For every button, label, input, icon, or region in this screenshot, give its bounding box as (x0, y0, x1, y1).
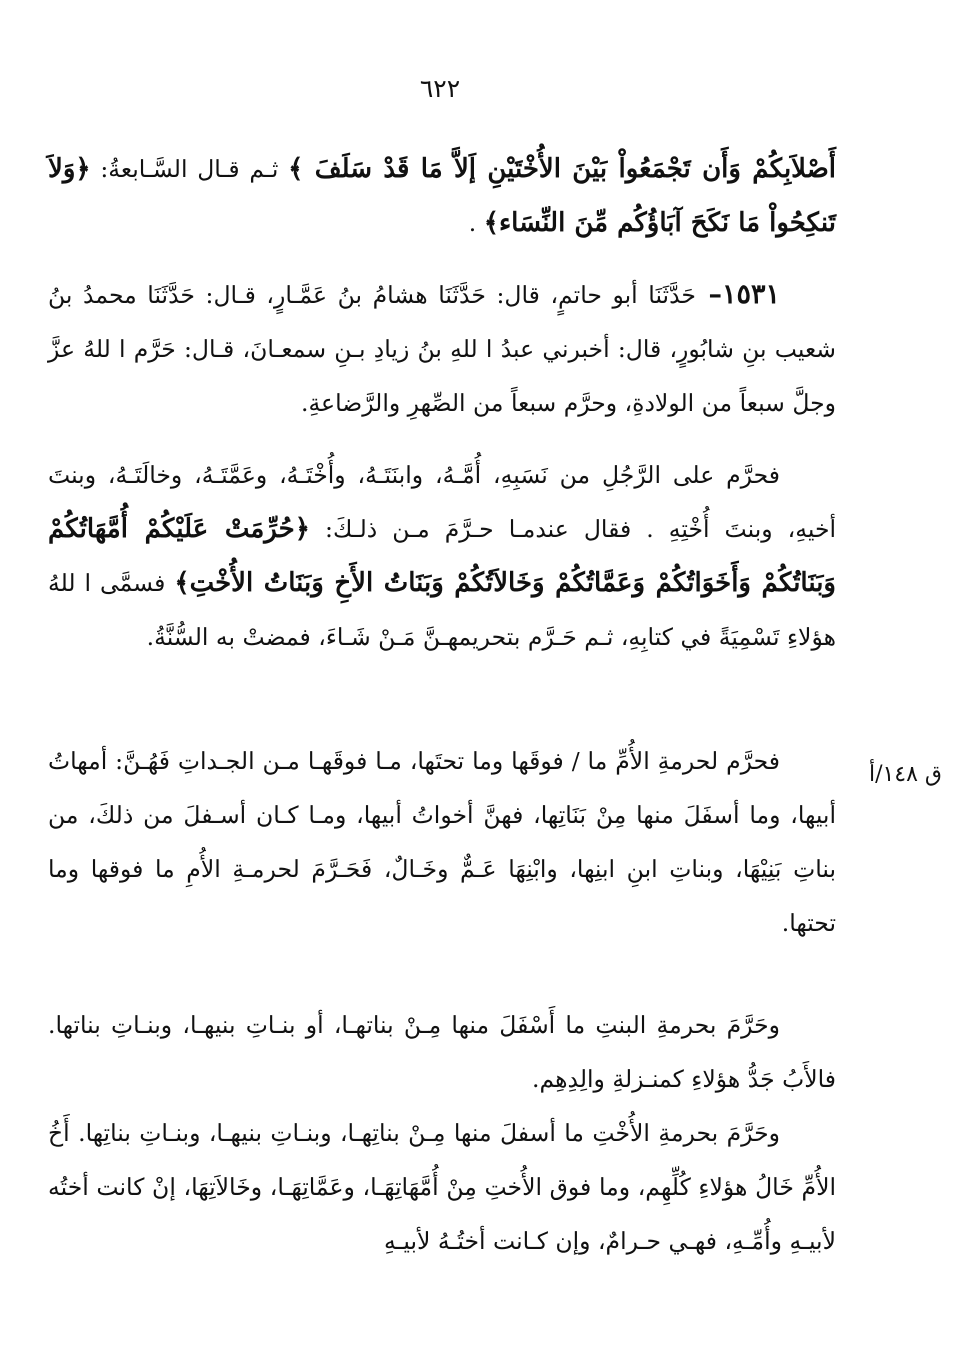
quran-verse: أَصْلاَبِكُمْ وَأَن تَجْمَعُواْ بَيْنَ الأُخْتَيْنِ إَلاَّ مَا قَدْ سَلَفَ ﴾ (288, 154, 836, 184)
hadith-number: ١٥٣١– (695, 279, 781, 310)
text-segment: فسمَّى ا للهُ هؤلاءِ تَسْمِيَةً في كتابِهِ، ثـم حَـرَّم بتحريمهـنَّ مَـنْ شَـاءَ، فمضتْ به السُّنَّةُ. (48, 569, 836, 651)
paragraph-sister (48, 1106, 836, 1268)
text-segment: ثـم قـال السَّـابعةُ: (90, 155, 289, 183)
paragraph-quran-verses (48, 142, 836, 250)
text-segment: فحرَّم على الرَّجُلِ من نَسَبِهِ، أُمَّـهُ، وابنَتَـهُ، وأُخْتَـهُ، وعَمَّتَـهُ، وخالَتَـهُ، وبنتَ أخيهِ، وبنتَ أُخْتِهِ . فقال عندمـا حـرَّمَ مـن ذلـكَ: (48, 461, 837, 543)
paragraph-hadith-1531 (48, 268, 836, 430)
text-segment: . (468, 209, 484, 237)
paragraph-daughter (48, 998, 836, 1106)
quran-verse: ﴿وَلاَ تَنكِحُواْ مَا نَكَحَ آبَاؤُكُم مِّنَ النِّسَاء﴾ (48, 154, 836, 238)
paragraph-mother (48, 734, 836, 950)
paragraph-nasab (48, 448, 836, 664)
text-segment: وحَرَّمَ بحرمةِ الأُخْتِ ما أسفلَ منها مِـنْ بناتِهـا، وبنـاتِ بنيهـا، وبنـاتِ بناتِها. أَخُ الأُمِّ خَالُ هؤلاءِ كُلِّهِم، وما فوق الأُختِ مِنْ أُمَّهَاتِهَـا، وعَمَّاتِهَـا، وخَالاَتِهَا، إنْ كانت أختُه لأبيـهِ وأُمِّـهِ، فهـي حـرامٌ، وإن كـانت أختُـهُ لأبيـهِ (48, 1119, 836, 1255)
manuscript-folio-note: ق ١٤٨/أ (868, 762, 942, 787)
page-number: ٦٢٢ (419, 74, 461, 103)
text-segment: وحَرَّمَ بحرمةِ البنتِ ما أَسْفَلَ منها مِـنْ بناتهـا، أو بنـاتِ بنيهـا، وبنـاتِ بناتها. فالأَبُ جَدُّ هؤلاءِ كمنـزلةِ والِدِهِم. (48, 1011, 836, 1093)
quran-verse: ﴿حُرِّمَتْ عَلَيْكُمْ أُمَّهَاتُكُمْ وَبَنَاتُكُمْ وَأَخَوَاتُكُمْ وَعَمَّاتُكُمْ وَخَالاَتُكُمْ وَبَنَاتُ الأَخِ وَبَنَاتُ الأُخْتِ﴾ (48, 514, 836, 598)
text-segment: حَدَّثَنَا أبو حاتمٍ، قال: حَدَّثَنَا هشامُ بنُ عَمَّـارٍ، قـال: حَدَّثَنَا محمدُ بنُ شعيب بنِ شابُورٍ، قال: أخبرني عبدُ ا للهِ بنُ زيادِ بـنِ سمعـانَ، قـال: حَرَّم ا للهُ عزَّ وجلَّ سبعاً من الولادةِ، وحرَّم سبعاً من الصِّهرِ والرَّضاعةِ. (48, 281, 836, 417)
text-segment: فحرَّم لحرمةِ الأُمِّ ما / فوقَها وما تحتَها، مـا فوقَهـا مـن الجـداتِ فَهُـنَّ: أمهاتُ أبيها، وما أسفَلَ منها مِنْ بَنَاتِها، فهنَّ أخواتُ أبيها، ومـا كـان أسـفلَ من ذلكَ، من بناتِ بَنِيْهَا، وبناتِ ابنِ ابنِها، وابْنِهَا عَـمٌّ وخَـالٌ، فَحَـرَّمَ لحرمـةِ الأُمِ ما فوقها وما تحتها. (48, 747, 836, 937)
